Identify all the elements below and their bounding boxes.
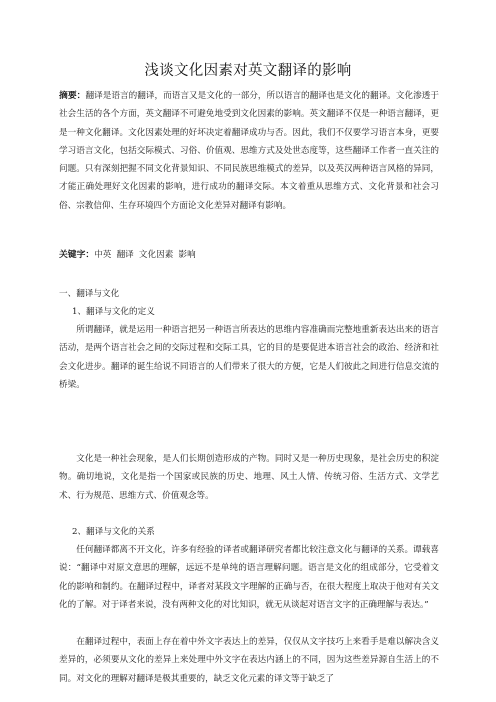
body-paragraph: 所谓翻译，就是运用一种语言把另一种语言所表达的思维内容准确而完整地重新表达出来的语言活动，是两个语言社会之间的交际过程和交际工具，它的目的是要促进本语言社会的政治、经济和社会文化进步。翻译的诞生给说不同语言的人们带来了很大的方便，它是人们彼此之间进行信息交流的桥梁。 [59,325,439,390]
keyword-item: 文化因素 [138,250,174,260]
body-paragraph: 文化是一种社会现象，是人们长期创造形成的产物。同时又是一种历史现象，是社会历史的积淀物。确切地说，文化是指一个国家或民族的历史、地理、风土人情、传统习俗、生活方式、文学艺术、行为规范、思维方式、价值观念等。 [59,454,439,501]
body-paragraph: 在翻译过程中，表面上存在着中外文字表达上的差异，仅仅从文字技巧上来看手是难以解决含义差异的，必须要从文化的差异上来处理中外文字在表达内涵上的不同，因为这些差异源自生活上的不同。对文化的理解对翻译是极其重要的，缺乏文化元素的译文等于缺乏了 [59,637,439,684]
keyword-item: 翻译 [116,250,134,260]
keywords-line [59,246,439,264]
document-title: 浅谈文化因素对英文翻译的影响 [144,63,352,79]
subsection-heading: 2、翻译与文化的关系 [72,527,155,537]
section-heading: 一、翻译与文化 [59,289,120,299]
abstract-paragraph [59,87,439,215]
subsection-heading: 1、翻译与文化的定义 [72,307,155,317]
body-paragraph: 任何翻译都离不开文化，许多有经验的译者或翻译研究者都比较注意文化与翻译的关系。谭载喜说：“翻译中对原文意思的理解，远远不是单纯的语言理解问题。语言是文化的组成部分，它受着文化的影响和制约。在翻译过程中，译者对某段文字理解的正确与否，在很大程度上取决于他对有关文化的了解。对于译者来说，没有两种文化的对比知识，就无从谈起对语言文字的正确理解与表达。” [59,545,439,610]
abstract-text: 翻译是语言的翻译，而语言又是文化的一部分，所以语言的翻译也是文化的翻译。文化渗透于社会生活的各个方面，英文翻译不可避免地受到文化因素的影响。英文翻译不仅是一种语言翻译，更是一种文化翻译。文化因素处理的好坏决定着翻译成功与否。因此，我们不仅要学习语言本身，更要学习语言文化，包括交际模式、习俗、价值观、思维方式及处世态度等，这些翻译工作者一直关注的问题。只有深刻把握不同文化背景知识、不同民族思维模式的差异，以及英汉两种语言风格的异同，才能正确处理好文化因素的影响，进行成功的翻译交际。本文着重从思维方式、文化背景和社会习俗、宗教信仰、生存环境四个方面论文化差异对翻译有影响。 [59,91,439,211]
abstract-label: 摘要： [59,91,86,101]
keyword-item: 中英 [94,250,112,260]
keyword-item: 影响 [178,250,196,260]
keywords-label: 关键字： [59,250,95,260]
